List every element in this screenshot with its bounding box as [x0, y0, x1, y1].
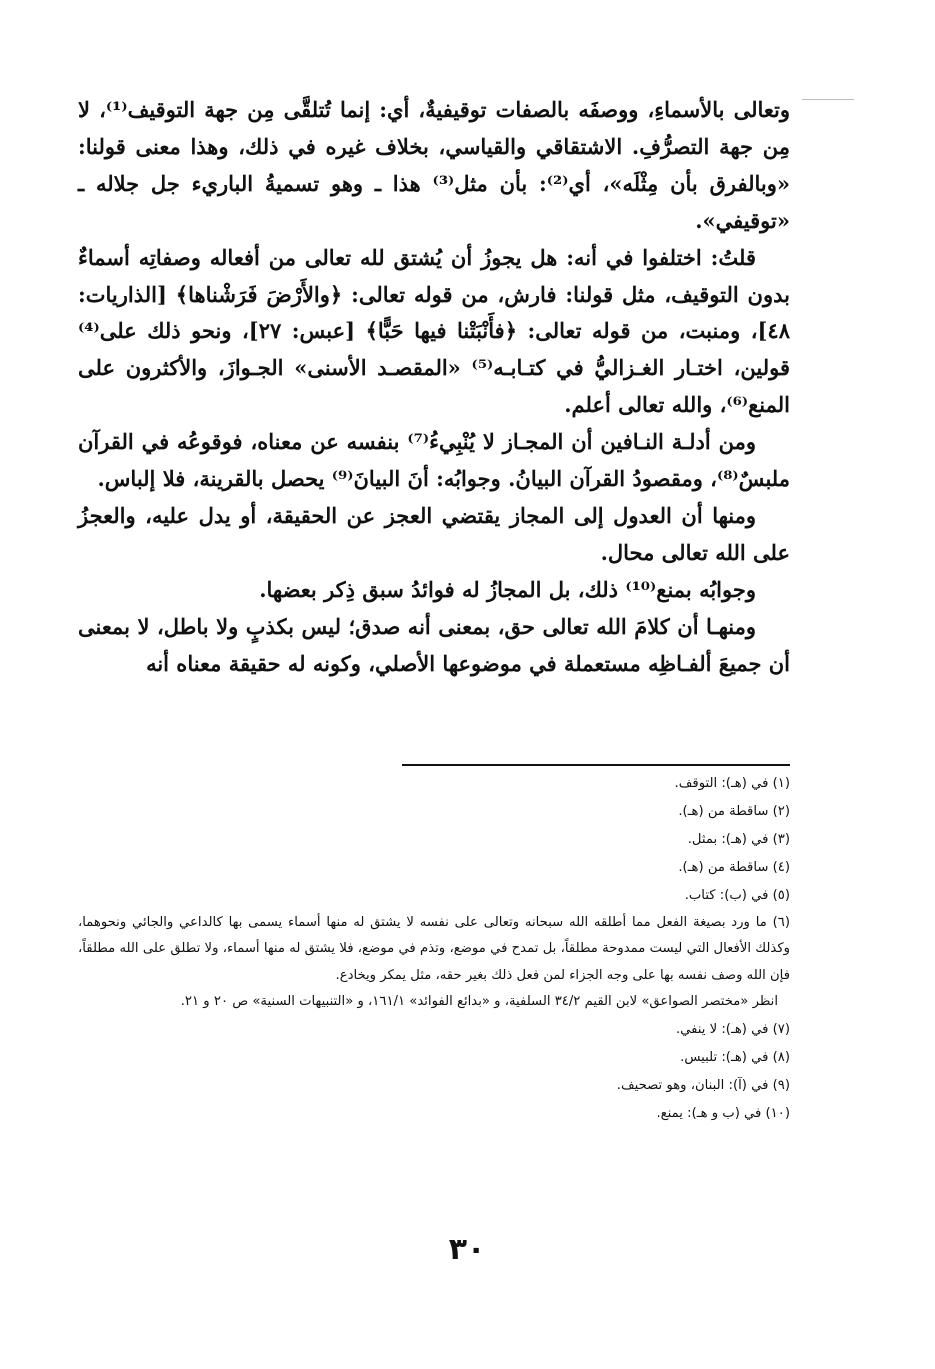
footnote-6-reference: انظر «مختصر الصواعق» لابن القيم ٣٤/٢ السلفية، و «بدائع الفوائد» ١٦١/١، و «التنبيهات السنية» ص ٢٠ و ٢١. [180, 994, 778, 1010]
paragraph-6: ومنهـا أن كلامَ الله تعالى حق، بمعنى أنه صدق؛ ليس بكذبٍ ولا باطل، لا بمعنى أن جميعَ ألفـاظِه مستعملة في موضوعها الأصلي، وكونه له حقيقة معناه أنه [78, 613, 790, 676]
footnote-3: (٣) في (هـ): بمثل. [687, 832, 790, 847]
footnote-10: (١٠) في (ب و هـ): يمنع. [656, 1105, 790, 1121]
footnote-6: (٦) ما ورد بصيغة الفعل مما أطلقه الله سبحانه وتعالى على نفسه لا يشتق له منها أسماء يسمى بها كالداعي والجائي ونحوهما، وكذلك الأفعال التي ليست ممدوحة مطلقاً، بل تمدح في موضع، وتذم في موضع، فلا يشتق له منها أسماء، ولا تطلق على الله مطلقاً، فإن الله وصف نفسه بها على وجه الجزاء لمن فعل ذلك بغير حقه، مثل يمكر ويخادع. [78, 915, 790, 983]
paragraph-5: وجوابُه بمنع⁽¹⁰⁾ ذلك، بل المجازُ له فوائدُ سبق ذِكر بعضها. [259, 576, 756, 602]
footnote-2: (٢) ساقطة من (هـ). [678, 804, 790, 819]
footnote-5: (٥) في (ب): كتاب. [684, 888, 790, 903]
footnote-9: (٩) في (آ): البنان، وهو تصحيف. [616, 1077, 790, 1093]
footnote-4: (٤) ساقطة من (هـ). [678, 860, 790, 875]
paragraph-3: ومن أدلـة النـافين أن المجـاز لا يُنْبِيءُ⁽⁷⁾ بنفسه عن معناه، فوقوعُه في القرآن ملبسٌ⁽⁸⁾، ومقصودُ القرآن البيانُ. وجوابُه: أنَ البيانَ⁽⁹⁾ يحصل بالقرينة، فلا إلباس. [78, 429, 790, 492]
main-text [78, 92, 790, 683]
footnote-separator [402, 764, 790, 766]
paragraph-2: قلتُ: اختلفوا في أنه: هل يجوزُ أن يُشتق لله تعالى من أفعاله وصفاتِه أسماءٌ بدون التوقيف، مثل قولنا: فارش، من قوله تعالى: ﴿والأَرْضَ فَرَشْناها﴾ [الذاريات: ٤٨]، ومنبت، من قوله تعالى: ﴿فأَنْبَتْنا فيها حَبًّا﴾ [عبس: ٢٧]، ونحو ذلك على⁽⁴⁾ قولين، اختـار الغـزاليُّ في كتـابـه⁽⁵⁾ «المقصـد الأسنى» الجـوازَ، والأكثرون على المنع⁽⁶⁾، والله تعالى أعلم. [78, 244, 790, 418]
footnote-7: (٧) في (هـ): لا ينفي. [675, 1021, 790, 1037]
margin-mark [802, 99, 854, 100]
page-number: ٣٠ [448, 1232, 486, 1267]
footnotes [78, 770, 790, 1128]
paragraph-1: وتعالى بالأسماءِ، ووصفَه بالصفات توقيفيةٌ، أي: إنما تُتلقَّى مِن جهة التوقيف⁽¹⁾، لا مِن جهة التصرُّفِ. الاشتقاقي والقياسي، بخلاف غيره في ذلك، وهذا معنى قولنا: «وبالفرق بأن مِثْلَه»، أي⁽²⁾: بأن مثل⁽³⁾ هذا ـ وهو تسميةُ الباريء جل جلاله ـ «توقيفي». [78, 97, 790, 233]
footnote-8: (٨) في (هـ): تلبيس. [680, 1049, 790, 1065]
footnote-1: (١) في (هـ): التوقف. [674, 776, 790, 791]
paragraph-4: ومنها أن العدول إلى المجاز يقتضي العجز عن الحقيقة، أو يدل عليه، والعجزُ على الله تعالى محال. [78, 502, 790, 565]
